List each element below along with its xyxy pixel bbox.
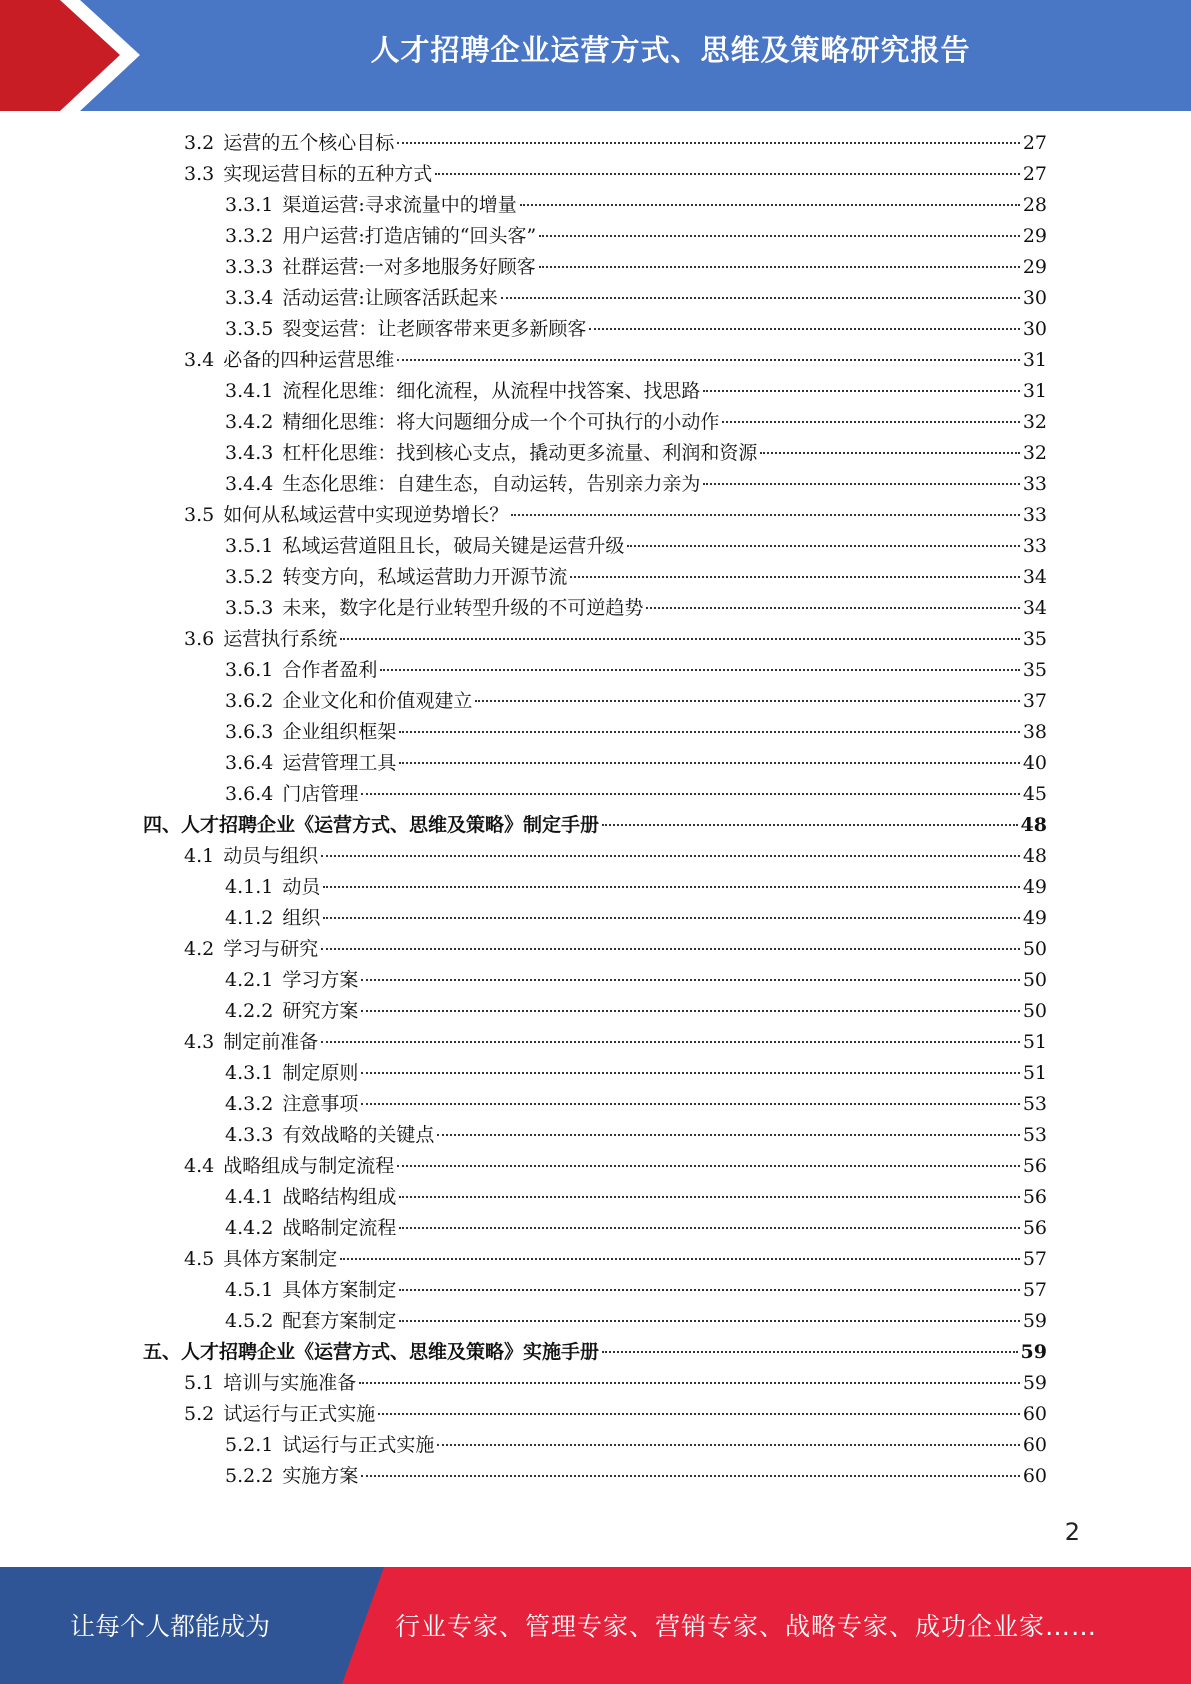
- toc-entry[interactable]: [184, 1399, 1047, 1430]
- toc-entry-number: 4.5.1: [225, 1279, 274, 1301]
- toc-entry-title: 配套方案制定: [282, 1310, 397, 1332]
- toc-entry-title: 有效战略的关键点: [282, 1124, 435, 1146]
- toc-entry-title: 未来，数字化是行业转型升级的不可逆趋势: [282, 597, 644, 619]
- toc-entry-number: 4.3.1: [225, 1062, 274, 1084]
- toc-dot-leader: [361, 1072, 1019, 1074]
- toc-entry-number: 3.3.5: [225, 318, 274, 340]
- toc-entry-number: 3.5: [184, 504, 215, 526]
- toc-entry-page: 35: [1022, 659, 1047, 681]
- toc-entry-title: 战略组成与制定流程: [223, 1155, 395, 1177]
- toc-entry-title: 活动运营:让顾客活跃起来: [282, 287, 498, 309]
- toc-entry-title: 实施方案: [282, 1465, 359, 1487]
- toc-entry-page: 50: [1022, 938, 1047, 960]
- toc-entry[interactable]: [225, 903, 1047, 934]
- toc-entry-page: 57: [1022, 1279, 1047, 1301]
- toc-entry-number: 3.3.2: [225, 225, 274, 247]
- toc-dot-leader: [340, 1258, 1020, 1260]
- toc-entry-title: 流程化思维：细化流程，从流程中找答案、找思路: [282, 380, 701, 402]
- toc-entry-number: 4.4.1: [225, 1186, 274, 1208]
- footer-slogan-right: 行业专家、管理专家、营销专家、战略专家、成功企业家……: [395, 1612, 1098, 1641]
- toc-entry-number: 4.5.2: [225, 1310, 274, 1332]
- toc-dot-leader: [703, 390, 1019, 392]
- toc-entry[interactable]: [184, 128, 1047, 159]
- toc-entry-title: 制定原则: [282, 1062, 359, 1084]
- toc-dot-leader: [399, 1289, 1019, 1291]
- toc-entry[interactable]: [225, 1275, 1047, 1306]
- toc-entry[interactable]: [225, 252, 1047, 283]
- toc-entry[interactable]: [225, 996, 1047, 1027]
- toc-entry-title: 私域运营道阻且长，破局关键是运营升级: [282, 535, 625, 557]
- toc-entry[interactable]: [225, 376, 1047, 407]
- toc-entry-number: 4.1: [184, 845, 215, 867]
- toc-entry-page: 33: [1022, 535, 1047, 557]
- toc-dot-leader: [321, 855, 1020, 857]
- toc-entry-number: 3.5.3: [225, 597, 274, 619]
- toc-entry-number: 5.2.2: [225, 1465, 274, 1487]
- toc-entry-page: 57: [1022, 1248, 1047, 1270]
- toc-entry[interactable]: [225, 655, 1047, 686]
- toc-entry-page: 51: [1022, 1062, 1047, 1084]
- toc-entry-page: 56: [1022, 1155, 1047, 1177]
- toc-entry[interactable]: [184, 1027, 1047, 1058]
- page-header: [0, 0, 1191, 111]
- toc-entry[interactable]: [225, 562, 1047, 593]
- toc-entry-title: 组织: [282, 907, 321, 929]
- toc-entry-title: 企业文化和价值观建立: [282, 690, 473, 712]
- toc-entry-number: 3.6.1: [225, 659, 274, 681]
- toc-dot-leader: [397, 142, 1020, 144]
- toc-dot-leader: [539, 266, 1020, 268]
- toc-entry-title: 社群运营:一对多地服务好顾客: [282, 256, 536, 278]
- toc-entry-title: 裂变运营：让老顾客带来更多新顾客: [282, 318, 587, 340]
- toc-entry-page: 48: [1020, 814, 1047, 836]
- toc-entry[interactable]: [225, 283, 1047, 314]
- toc-entry-page: 59: [1022, 1310, 1047, 1332]
- toc-entry-number: 3.4.1: [225, 380, 274, 402]
- toc-entry-page: 51: [1022, 1031, 1047, 1053]
- toc-entry-page: 48: [1022, 845, 1047, 867]
- toc-entry[interactable]: [225, 1213, 1047, 1244]
- toc-entry-number: 3.6: [184, 628, 215, 650]
- toc-entry[interactable]: [225, 1182, 1047, 1213]
- toc-entry-title: 动员: [282, 876, 321, 898]
- toc-entry-page: 29: [1022, 256, 1047, 278]
- toc-entry-number: 3.6.4: [225, 752, 274, 774]
- toc-entry-title: 学习方案: [282, 969, 359, 991]
- toc-entry-number: 5.1: [184, 1372, 215, 1394]
- toc-entry[interactable]: [225, 1430, 1047, 1461]
- toc-entry-number: 3.6.3: [225, 721, 274, 743]
- toc-entry[interactable]: [225, 407, 1047, 438]
- toc-entry-number: 4.5: [184, 1248, 215, 1270]
- toc-dot-leader: [703, 483, 1019, 485]
- toc-entry-page: 33: [1022, 504, 1047, 526]
- toc-entry[interactable]: [184, 1244, 1047, 1275]
- toc-dot-leader: [520, 204, 1020, 206]
- toc-entry-number: 4.1.2: [225, 907, 274, 929]
- toc-dot-leader: [722, 421, 1019, 423]
- toc-entry-title: 五、人才招聘企业《运营方式、思维及策略》实施手册: [143, 1341, 600, 1363]
- toc-entry-number: 4.2.1: [225, 969, 274, 991]
- toc-entry-number: 5.2: [184, 1403, 215, 1425]
- footer-slogan-left: 让每个人都能成为: [69, 1612, 270, 1641]
- toc-dot-leader: [399, 1320, 1019, 1322]
- toc-entry-title: 精细化思维：将大问题细分成一个个可执行的小动作: [282, 411, 720, 433]
- toc-entry-page: 34: [1022, 566, 1047, 588]
- toc-entry[interactable]: [225, 1461, 1047, 1492]
- toc-entry-page: 27: [1022, 163, 1047, 185]
- toc-entry-page: 28: [1022, 194, 1047, 216]
- toc-entry-page: 32: [1022, 411, 1047, 433]
- toc-entry-title: 学习与研究: [223, 938, 319, 960]
- toc-entry[interactable]: [184, 624, 1047, 655]
- toc-entry-number: 5.2.1: [225, 1434, 274, 1456]
- toc-entry-page: 50: [1022, 969, 1047, 991]
- toc-entry-number: 4.2.2: [225, 1000, 274, 1022]
- toc-entry-page: 60: [1022, 1434, 1047, 1456]
- toc-entry-title: 实现运营目标的五种方式: [223, 163, 433, 185]
- toc-entry-page: 60: [1022, 1403, 1047, 1425]
- toc-entry-title: 培训与实施准备: [223, 1372, 357, 1394]
- toc-entry-page: 49: [1022, 907, 1047, 929]
- toc-entry-page: 56: [1022, 1186, 1047, 1208]
- toc-entry-page: 50: [1022, 1000, 1047, 1022]
- toc-dot-leader: [760, 452, 1019, 454]
- toc-entry[interactable]: [225, 779, 1047, 810]
- toc-dot-leader: [399, 1196, 1019, 1198]
- toc-dot-leader: [501, 297, 1020, 299]
- toc-entry-page: 59: [1020, 1341, 1047, 1363]
- toc-entry-page: 49: [1022, 876, 1047, 898]
- toc-entry-title: 试运行与正式实施: [282, 1434, 435, 1456]
- toc-dot-leader: [323, 917, 1019, 919]
- toc-dot-leader: [511, 514, 1020, 516]
- toc-entry[interactable]: [225, 717, 1047, 748]
- toc-entry-title: 具体方案制定: [282, 1279, 397, 1301]
- toc-entry[interactable]: [225, 531, 1047, 562]
- toc-dot-leader: [380, 669, 1019, 671]
- toc-dot-leader: [435, 173, 1020, 175]
- toc-entry-number: 4.3.3: [225, 1124, 274, 1146]
- toc-entry-title: 生态化思维：自建生态，自动运转，告别亲力亲为: [282, 473, 701, 495]
- toc-dot-leader: [627, 545, 1019, 547]
- toc-entry-number: 4.4.2: [225, 1217, 274, 1239]
- toc-entry[interactable]: [225, 1058, 1047, 1089]
- toc-entry[interactable]: [225, 965, 1047, 996]
- toc-entry-title: 渠道运营:寻求流量中的增量: [282, 194, 517, 216]
- toc-entry-page: 37: [1022, 690, 1047, 712]
- toc-dot-leader: [399, 1227, 1019, 1229]
- toc-entry[interactable]: [225, 190, 1047, 221]
- toc-entry[interactable]: [184, 345, 1047, 376]
- toc-entry-number: 3.4.2: [225, 411, 274, 433]
- toc-entry-page: 60: [1022, 1465, 1047, 1487]
- toc-dot-leader: [321, 1041, 1020, 1043]
- toc-entry-title: 研究方案: [282, 1000, 359, 1022]
- toc-dot-leader: [361, 1103, 1019, 1105]
- toc-entry[interactable]: [225, 438, 1047, 469]
- toc-entry-title: 转变方向，私域运营助力开源节流: [282, 566, 568, 588]
- toc-entry-title: 合作者盈利: [282, 659, 378, 681]
- toc-entry-page: 35: [1022, 628, 1047, 650]
- toc-entry-number: 4.3.2: [225, 1093, 274, 1115]
- toc-entry-number: 3.2: [184, 132, 215, 154]
- toc-entry[interactable]: [184, 841, 1047, 872]
- toc-entry-title: 企业组织框架: [282, 721, 397, 743]
- toc-entry-page: 33: [1022, 473, 1047, 495]
- toc-entry[interactable]: [143, 1337, 1047, 1368]
- toc-entry[interactable]: [184, 500, 1047, 531]
- toc-entry[interactable]: [143, 810, 1047, 841]
- toc-entry-title: 杠杆化思维：找到核心支点，撬动更多流量、利润和资源: [282, 442, 758, 464]
- toc-entry-page: 59: [1022, 1372, 1047, 1394]
- toc-dot-leader: [361, 979, 1019, 981]
- toc-dot-leader: [646, 607, 1019, 609]
- toc-entry[interactable]: [225, 221, 1047, 252]
- toc-entry-title: 门店管理: [282, 783, 359, 805]
- toc-dot-leader: [378, 1413, 1020, 1415]
- toc-entry[interactable]: [184, 1368, 1047, 1399]
- toc-entry-number: 4.3: [184, 1031, 215, 1053]
- toc-entry[interactable]: [225, 748, 1047, 779]
- toc-dot-leader: [602, 1351, 1018, 1353]
- toc-entry[interactable]: [225, 686, 1047, 717]
- toc-entry-page: 31: [1022, 349, 1047, 371]
- toc-entry-page: 32: [1022, 442, 1047, 464]
- toc-dot-leader: [397, 1165, 1020, 1167]
- toc-dot-leader: [570, 576, 1019, 578]
- toc-dot-leader: [399, 762, 1019, 764]
- toc-dot-leader: [475, 700, 1019, 702]
- toc-entry-number: 3.3.4: [225, 287, 274, 309]
- toc-entry-page: 53: [1022, 1093, 1047, 1115]
- toc-entry-title: 战略结构组成: [282, 1186, 397, 1208]
- toc-dot-leader: [539, 235, 1020, 237]
- toc-entry-title: 试运行与正式实施: [223, 1403, 376, 1425]
- toc-entry-number: 3.3.3: [225, 256, 274, 278]
- toc-entry-page: 53: [1022, 1124, 1047, 1146]
- toc-entry-number: 3.6.4: [225, 783, 274, 805]
- toc-dot-leader: [397, 359, 1020, 361]
- toc-entry[interactable]: [225, 1306, 1047, 1337]
- header-chevron-icon: [0, 0, 160, 111]
- toc-entry-title: 运营管理工具: [282, 752, 397, 774]
- toc-entry-page: 31: [1022, 380, 1047, 402]
- toc-entry-title: 用户运营:打造店铺的“回头客”: [282, 225, 537, 247]
- toc-entry[interactable]: [184, 159, 1047, 190]
- toc-entry[interactable]: [225, 314, 1047, 345]
- toc-entry-title: 如何从私域运营中实现逆势增长？: [223, 504, 509, 526]
- toc-entry-number: 4.1.1: [225, 876, 274, 898]
- toc-entry-title: 四、人才招聘企业《运营方式、思维及策略》制定手册: [143, 814, 600, 836]
- toc-dot-leader: [323, 886, 1019, 888]
- page-footer: [0, 1567, 1191, 1684]
- toc-entry-title: 制定前准备: [223, 1031, 319, 1053]
- toc-entry-page: 34: [1022, 597, 1047, 619]
- toc-entry[interactable]: [225, 1120, 1047, 1151]
- toc-dot-leader: [361, 793, 1019, 795]
- toc-entry-title: 注意事项: [282, 1093, 359, 1115]
- toc-entry[interactable]: [225, 1089, 1047, 1120]
- toc-entry-title: 战略制定流程: [282, 1217, 397, 1239]
- toc-entry-page: 29: [1022, 225, 1047, 247]
- toc-entry-page: 30: [1022, 318, 1047, 340]
- toc-dot-leader: [602, 824, 1018, 826]
- toc-entry-title: 运营的五个核心目标: [223, 132, 395, 154]
- toc-entry-number: 4.2: [184, 938, 215, 960]
- toc-entry-number: 3.3: [184, 163, 215, 185]
- toc-dot-leader: [359, 1382, 1020, 1384]
- toc-entry-page: 45: [1022, 783, 1047, 805]
- toc-dot-leader: [589, 328, 1019, 330]
- toc-entry-title: 运营执行系统: [223, 628, 338, 650]
- toc-entry-number: 3.5.1: [225, 535, 274, 557]
- document-title: 人才招聘企业运营方式、思维及策略研究报告: [370, 33, 971, 67]
- toc-entry-number: 3.4.3: [225, 442, 274, 464]
- toc-entry-number: 3.4.4: [225, 473, 274, 495]
- toc-entry-title: 具体方案制定: [223, 1248, 338, 1270]
- toc-dot-leader: [340, 638, 1020, 640]
- toc-dot-leader: [321, 948, 1020, 950]
- toc-entry-title: 动员与组织: [223, 845, 319, 867]
- toc-entry-title: 必备的四种运营思维: [223, 349, 395, 371]
- toc-entry-page: 56: [1022, 1217, 1047, 1239]
- toc-entry[interactable]: [184, 934, 1047, 965]
- toc-entry[interactable]: [225, 469, 1047, 500]
- toc-entry[interactable]: [184, 1151, 1047, 1182]
- toc-dot-leader: [361, 1475, 1019, 1477]
- toc-entry-page: 30: [1022, 287, 1047, 309]
- toc-entry-number: 3.4: [184, 349, 215, 371]
- toc-entry-page: 38: [1022, 721, 1047, 743]
- toc-entry-number: 3.5.2: [225, 566, 274, 588]
- toc-entry-number: 3.6.2: [225, 690, 274, 712]
- toc-entry-page: 27: [1022, 132, 1047, 154]
- toc-entry[interactable]: [225, 872, 1047, 903]
- toc-dot-leader: [437, 1444, 1019, 1446]
- toc-entry-number: 4.4: [184, 1155, 215, 1177]
- toc-dot-leader: [399, 731, 1019, 733]
- toc-entry-page: 40: [1022, 752, 1047, 774]
- toc-entry-number: 3.3.1: [225, 194, 274, 216]
- toc-dot-leader: [361, 1010, 1019, 1012]
- toc-entry[interactable]: [225, 593, 1047, 624]
- toc-dot-leader: [437, 1134, 1019, 1136]
- page-number: 2: [1064, 1518, 1080, 1546]
